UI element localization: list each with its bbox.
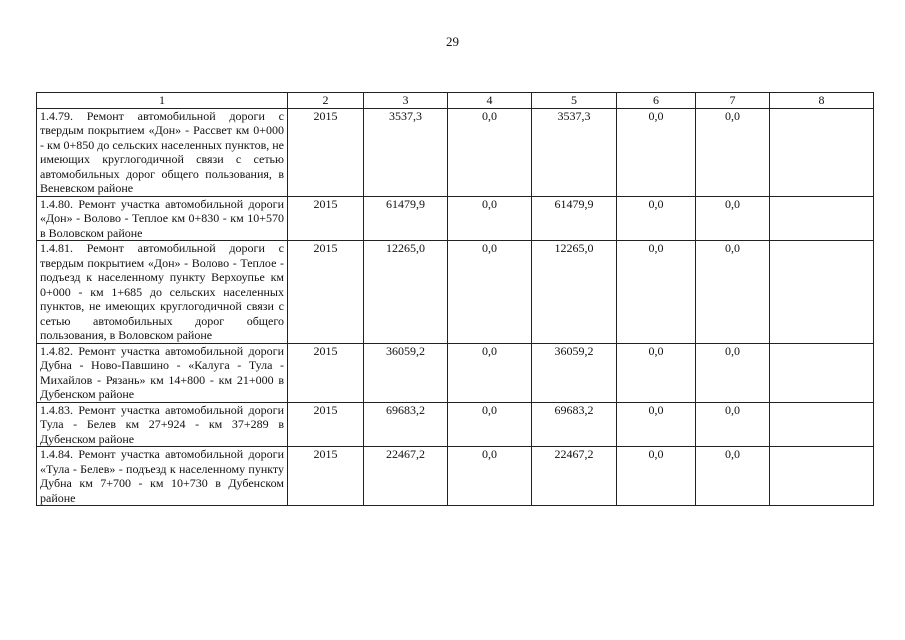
table-row <box>37 447 874 506</box>
total-cell: 22467,2 <box>364 447 448 506</box>
col8-cell <box>770 402 874 447</box>
col6-cell: 0,0 <box>617 241 696 344</box>
year-cell: 2015 <box>288 108 364 196</box>
column-header: 4 <box>448 93 532 109</box>
column-header: 8 <box>770 93 874 109</box>
activity-description: 1.4.82. Ремонт участка автомобильной дороги Дубна - Ново-Павшино - «Калуга - Тула - Михайлов - Рязань» км 14+800 - км 21+000 в Дубенском районе <box>37 343 288 402</box>
program-activities-table <box>36 92 874 506</box>
col6-cell: 0,0 <box>617 108 696 196</box>
year-cell: 2015 <box>288 196 364 241</box>
column-header: 6 <box>617 93 696 109</box>
year-cell: 2015 <box>288 343 364 402</box>
activity-description: 1.4.81. Ремонт автомобильной дороги с твердым покрытием «Дон» - Волово - Теплое - подъезд к населенному пункту Верхоупье км 0+000 - км 1+685 до сельских населенных пунктов, не имеющих круглогодичной связи с сетью автомобильных дорог общего пользования, в Воловском районе <box>37 241 288 344</box>
total-cell: 3537,3 <box>364 108 448 196</box>
col7-cell: 0,0 <box>696 402 770 447</box>
activity-description: 1.4.84. Ремонт участка автомобильной дороги «Тула - Белев» - подъезд к населенному пункту Дубна км 7+700 - км 10+730 в Дубенском районе <box>37 447 288 506</box>
col6-cell: 0,0 <box>617 447 696 506</box>
table-row <box>37 343 874 402</box>
col8-cell <box>770 447 874 506</box>
col5-cell: 36059,2 <box>532 343 617 402</box>
page-number: 29 <box>446 34 459 49</box>
year-cell: 2015 <box>288 241 364 344</box>
col8-cell <box>770 343 874 402</box>
total-cell: 69683,2 <box>364 402 448 447</box>
col4-cell: 0,0 <box>448 402 532 447</box>
col5-cell: 69683,2 <box>532 402 617 447</box>
activity-description: 1.4.80. Ремонт участка автомобильной дороги «Дон» - Волово - Теплое км 0+830 - км 10+570 в Воловском районе <box>37 196 288 241</box>
column-header: 7 <box>696 93 770 109</box>
total-cell: 61479,9 <box>364 196 448 241</box>
total-cell: 12265,0 <box>364 241 448 344</box>
column-header: 1 <box>37 93 288 109</box>
col5-cell: 61479,9 <box>532 196 617 241</box>
column-header: 5 <box>532 93 617 109</box>
column-number-header-row <box>37 93 874 109</box>
table-row <box>37 402 874 447</box>
col7-cell: 0,0 <box>696 241 770 344</box>
col6-cell: 0,0 <box>617 402 696 447</box>
column-header: 3 <box>364 93 448 109</box>
col8-cell <box>770 196 874 241</box>
col6-cell: 0,0 <box>617 343 696 402</box>
col5-cell: 22467,2 <box>532 447 617 506</box>
table-row <box>37 241 874 344</box>
column-header: 2 <box>288 93 364 109</box>
col5-cell: 12265,0 <box>532 241 617 344</box>
col4-cell: 0,0 <box>448 241 532 344</box>
year-cell: 2015 <box>288 447 364 506</box>
col7-cell: 0,0 <box>696 343 770 402</box>
col4-cell: 0,0 <box>448 196 532 241</box>
col6-cell: 0,0 <box>617 196 696 241</box>
col5-cell: 3537,3 <box>532 108 617 196</box>
col8-cell <box>770 108 874 196</box>
col4-cell: 0,0 <box>448 108 532 196</box>
col8-cell <box>770 241 874 344</box>
col7-cell: 0,0 <box>696 108 770 196</box>
col7-cell: 0,0 <box>696 447 770 506</box>
col4-cell: 0,0 <box>448 343 532 402</box>
activity-description: 1.4.79. Ремонт автомобильной дороги с твердым покрытием «Дон» - Рассвет км 0+000 - км 0+850 до сельских населенных пунктов, не имеющих круглогодичной связи с сетью автомобильных дорог общего пользования, в Веневском районе <box>37 108 288 196</box>
table-row <box>37 108 874 196</box>
col4-cell: 0,0 <box>448 447 532 506</box>
activity-description: 1.4.83. Ремонт участка автомобильной дороги Тула - Белев км 27+924 - км 37+289 в Дубенском районе <box>37 402 288 447</box>
total-cell: 36059,2 <box>364 343 448 402</box>
col7-cell: 0,0 <box>696 196 770 241</box>
year-cell: 2015 <box>288 402 364 447</box>
table-row <box>37 196 874 241</box>
